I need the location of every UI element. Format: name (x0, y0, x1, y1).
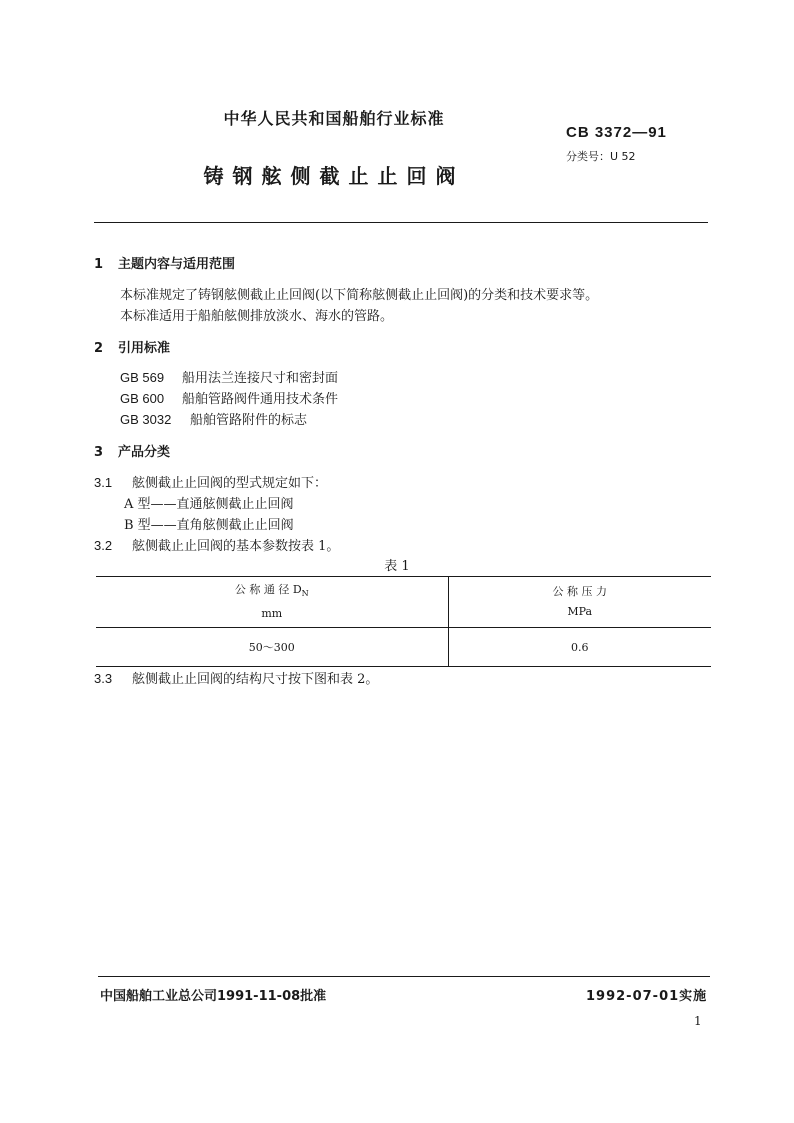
reference-title: 船用法兰连接尺寸和密封面 (182, 371, 339, 386)
classification-number: 分类号：U 52 (566, 150, 636, 163)
clause-3-2 (94, 535, 339, 554)
clause-3-1 (94, 472, 327, 491)
reference-code: GB 569 (120, 370, 165, 385)
type-a-definition: A 型——直通舷侧截止止回阀 (124, 497, 294, 512)
section-3-number: 3 (94, 445, 104, 460)
section-1-title: 主题内容与适用范围 (118, 257, 236, 272)
section-2-number: 2 (94, 341, 104, 356)
type-b-definition: B 型——直角舷侧截止止回阀 (124, 518, 294, 533)
page-number: 1 (694, 1014, 702, 1028)
clause-number: 3.3 (94, 671, 113, 686)
clause-number: 3.2 (94, 538, 113, 553)
effective-date: 1992-07-01实施 (586, 989, 708, 1004)
header-unit: MPa (567, 605, 593, 618)
reference-title: 船舶管路阀件通用技术条件 (182, 392, 339, 407)
clause-number: 3.1 (94, 475, 113, 490)
reference-item (120, 388, 338, 407)
section-1-number: 1 (94, 257, 104, 272)
header-unit: mm (261, 607, 283, 621)
section-1-heading (94, 253, 235, 272)
cell-pn: 0.6 (571, 640, 589, 654)
header-label: 公 称 压 力 (552, 585, 608, 598)
clause-text: 舷侧截止止回阀的结构尺寸按下图和表 2。 (132, 672, 379, 687)
clause-text: 舷侧截止止回阀的型式规定如下： (132, 476, 328, 491)
document-title: 铸钢舷侧截止止回阀 (203, 164, 465, 188)
footer-divider (98, 976, 710, 977)
cell-dn: 50～300 (96, 628, 448, 667)
table-row (96, 628, 711, 667)
reference-code: GB 3032 (120, 412, 172, 427)
header-nominal-pressure (448, 577, 711, 628)
section-1-paragraph-2: 本标准适用于船舶舷侧排放淡水、海水的管路。 (120, 309, 394, 324)
reference-code: GB 600 (120, 391, 165, 406)
section-2-title: 引用标准 (118, 341, 171, 356)
reference-item (120, 409, 307, 428)
standard-series-title: 中华人民共和国船舶行业标准 (223, 109, 445, 128)
clause-3-3 (94, 668, 378, 687)
standard-code: CB 3372—91 (566, 124, 667, 141)
clause-text: 舷侧截止止回阀的基本参数按表 1。 (132, 539, 340, 554)
header-subscript: N (301, 589, 309, 599)
header-divider (94, 222, 708, 223)
table-header-row (96, 577, 711, 628)
section-1-paragraph-1: 本标准规定了铸钢舷侧截止止回阀(以下简称舷侧截止止回阀)的分类和技术要求等。 (120, 288, 599, 303)
table-1 (96, 576, 711, 667)
header-nominal-diameter (96, 577, 448, 628)
table-1-caption: 表 1 (384, 559, 410, 574)
reference-title: 船舶管路附件的标志 (190, 413, 308, 428)
approval-statement: 中国船舶工业总公司1991-11-08批准 (100, 989, 327, 1004)
header-label: 公 称 通 径 D (234, 582, 302, 596)
section-3-title: 产品分类 (118, 445, 171, 460)
section-3-heading (94, 441, 170, 460)
section-2-heading (94, 337, 170, 356)
reference-item (120, 367, 338, 386)
